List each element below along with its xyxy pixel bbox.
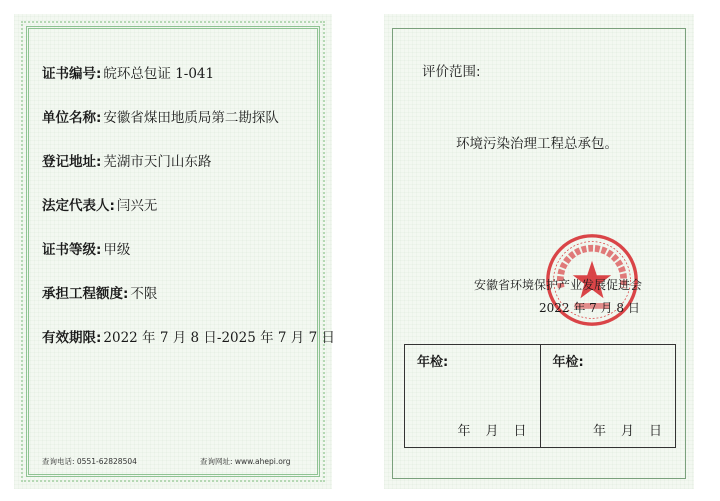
certificate-left-page [14,14,335,489]
inspection-label: 年检: [417,355,449,370]
field-label: 证书等级: [42,242,102,258]
inspection-cell [405,345,540,447]
field-value: 甲级 [103,242,131,258]
field-grade [42,238,130,258]
field-unit-name [42,106,279,126]
scope-label: 评价范围: [422,64,481,80]
field-label: 登记地址: [42,154,102,170]
field-cert-number [42,62,214,82]
field-label: 单位名称: [42,110,102,126]
field-label: 承担工程额度: [42,286,129,302]
field-label: 证书编号: [42,66,102,82]
inspection-date: 年 月 日 [592,424,663,439]
field-address [42,150,211,170]
field-label: 有效期限: [42,330,102,346]
field-value: 安徽省煤田地质局第二勘探队 [103,110,279,126]
field-legal-rep [42,194,157,214]
scope-text: 环境污染治理工程总承包。 [456,136,618,152]
field-value: 闫兴无 [116,198,158,214]
issuer-name: 安徽省环境保护产业发展促进会 [474,278,643,292]
field-value: 芜湖市天门山东路 [103,154,212,170]
inspection-date: 年 月 日 [457,424,528,439]
certificate-right-page [384,14,694,489]
footer-website: 查询网址: www.ahepi.org [200,457,291,466]
annual-inspection-table [404,344,676,448]
issue-date: 2022 年 7 月 8 日 [539,301,640,315]
field-value: 2022 年 7 月 8 日-2025 年 7 月 7 日 [103,330,335,346]
field-quota [42,282,157,302]
footer-phone: 查询电话: 0551-62828504 [42,457,137,466]
inspection-label: 年检: [552,355,584,370]
field-validity [42,326,335,346]
field-value: 皖环总包证 1-041 [103,66,215,82]
field-value: 不限 [130,286,158,302]
inspection-cell [540,345,676,447]
field-label: 法定代表人: [42,198,115,214]
